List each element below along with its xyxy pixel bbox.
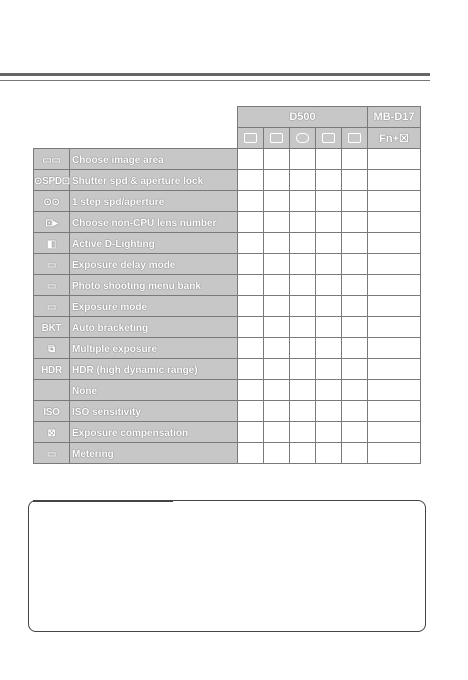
table-cell bbox=[264, 275, 290, 296]
table-cell bbox=[342, 296, 368, 317]
row-label-cell bbox=[70, 275, 238, 296]
d500-header: D500 bbox=[238, 107, 368, 128]
table-row bbox=[34, 401, 421, 422]
table-cell bbox=[264, 170, 290, 191]
table-cell bbox=[290, 296, 316, 317]
table-cell bbox=[342, 359, 368, 380]
table-cell bbox=[342, 170, 368, 191]
row-label-cell bbox=[70, 317, 238, 338]
table-cell bbox=[342, 191, 368, 212]
table-cell bbox=[264, 317, 290, 338]
header-rule-thin bbox=[0, 80, 430, 81]
table-cell bbox=[290, 401, 316, 422]
row-label: 1 step spd/aperture bbox=[72, 197, 165, 208]
row-icon-cell bbox=[34, 380, 70, 401]
table-cell bbox=[316, 443, 342, 464]
row-icon: ⊙SPD⊡ bbox=[34, 176, 70, 187]
table-cell bbox=[316, 254, 342, 275]
table-cell bbox=[264, 401, 290, 422]
row-label-cell bbox=[70, 296, 238, 317]
table-cell bbox=[290, 338, 316, 359]
table-cell bbox=[238, 422, 264, 443]
row-icon: ▭ bbox=[46, 449, 57, 460]
table-cell bbox=[316, 191, 342, 212]
table-row bbox=[34, 212, 421, 233]
row-label-cell bbox=[70, 359, 238, 380]
table-cell bbox=[316, 233, 342, 254]
table-cell bbox=[368, 149, 421, 170]
row-icon: ⊡▸ bbox=[45, 218, 58, 229]
row-icon-cell bbox=[34, 317, 70, 338]
mb-d17-header: MB-D17 bbox=[368, 107, 421, 128]
row-label-cell bbox=[70, 254, 238, 275]
table-cell bbox=[316, 212, 342, 233]
row-icon-cell bbox=[34, 338, 70, 359]
table-cell bbox=[316, 338, 342, 359]
row-label-cell bbox=[70, 170, 238, 191]
table-cell bbox=[342, 254, 368, 275]
row-icon: ISO bbox=[43, 407, 60, 418]
row-icon: ◧ bbox=[46, 239, 57, 250]
table-cell bbox=[368, 212, 421, 233]
row-label: HDR (high dynamic range) bbox=[72, 365, 198, 376]
table-cell bbox=[290, 443, 316, 464]
table-cell bbox=[316, 317, 342, 338]
row-icon: ▭▭ bbox=[42, 155, 61, 166]
live-view-icon bbox=[296, 133, 309, 143]
table-cell bbox=[238, 149, 264, 170]
row-label: Metering bbox=[72, 449, 114, 460]
table-cell bbox=[238, 254, 264, 275]
table-cell bbox=[238, 380, 264, 401]
lens-icon-cell bbox=[316, 128, 342, 149]
mode-header-row bbox=[34, 128, 421, 149]
row-label-cell bbox=[70, 149, 238, 170]
mb-fn-header: Fn+☒ bbox=[368, 128, 421, 149]
row-label: Exposure compensation bbox=[72, 428, 189, 439]
table-cell bbox=[290, 191, 316, 212]
table-cell bbox=[342, 275, 368, 296]
table-row bbox=[34, 254, 421, 275]
row-icon: ▭ bbox=[46, 260, 57, 271]
table-cell bbox=[290, 233, 316, 254]
row-label: Exposure mode bbox=[72, 302, 148, 313]
header-rule-thick bbox=[0, 73, 430, 76]
row-icon: ▭ bbox=[46, 281, 57, 292]
table-cell bbox=[342, 401, 368, 422]
row-label: ISO sensitivity bbox=[72, 407, 141, 418]
row-label: Photo shooting menu bank bbox=[72, 281, 201, 292]
table-cell bbox=[264, 422, 290, 443]
photo-mode-icon bbox=[244, 133, 257, 143]
row-label-cell bbox=[70, 380, 238, 401]
table-cell bbox=[368, 275, 421, 296]
table-cell bbox=[316, 149, 342, 170]
table-cell bbox=[264, 380, 290, 401]
table-cell bbox=[368, 359, 421, 380]
table-cell bbox=[316, 401, 342, 422]
row-icon: HDR bbox=[41, 365, 62, 376]
group-header-row bbox=[34, 107, 421, 128]
table-cell bbox=[368, 170, 421, 191]
row-icon-cell bbox=[34, 275, 70, 296]
table-row bbox=[34, 359, 421, 380]
row-label-cell bbox=[70, 401, 238, 422]
row-label: Choose image area bbox=[72, 155, 164, 166]
table-cell bbox=[342, 422, 368, 443]
table-cell bbox=[264, 296, 290, 317]
table-row bbox=[34, 296, 421, 317]
row-icon-cell bbox=[34, 359, 70, 380]
table-cell bbox=[238, 296, 264, 317]
table-cell bbox=[316, 380, 342, 401]
table-cell bbox=[238, 275, 264, 296]
table-cell bbox=[238, 191, 264, 212]
table-cell bbox=[290, 254, 316, 275]
table-row bbox=[34, 380, 421, 401]
table-cell bbox=[238, 338, 264, 359]
table-cell bbox=[342, 212, 368, 233]
table-row bbox=[34, 338, 421, 359]
table-cell bbox=[290, 170, 316, 191]
table-cell bbox=[342, 338, 368, 359]
table-cell bbox=[316, 422, 342, 443]
row-icon-cell bbox=[34, 212, 70, 233]
table-cell bbox=[316, 359, 342, 380]
table-cell bbox=[316, 296, 342, 317]
note-box bbox=[28, 500, 426, 632]
table-cell bbox=[342, 380, 368, 401]
row-label-cell bbox=[70, 233, 238, 254]
table-cell bbox=[238, 233, 264, 254]
table-cell bbox=[368, 191, 421, 212]
table-cell bbox=[342, 233, 368, 254]
table-cell bbox=[264, 191, 290, 212]
photo-mode-icon-cell bbox=[238, 128, 264, 149]
lens-icon bbox=[322, 133, 335, 143]
table-cell bbox=[368, 317, 421, 338]
note-box-tab bbox=[33, 500, 173, 502]
table-cell bbox=[238, 212, 264, 233]
table-cell bbox=[290, 422, 316, 443]
table-cell bbox=[264, 212, 290, 233]
table-cell bbox=[368, 338, 421, 359]
table-cell bbox=[368, 401, 421, 422]
table-cell bbox=[264, 233, 290, 254]
flash-icon-cell bbox=[342, 128, 368, 149]
row-label: Auto bracketing bbox=[72, 323, 149, 334]
table-cell bbox=[264, 338, 290, 359]
table-cell bbox=[368, 254, 421, 275]
row-icon-cell bbox=[34, 191, 70, 212]
row-icon-cell bbox=[34, 296, 70, 317]
table-cell bbox=[290, 380, 316, 401]
table-cell bbox=[316, 275, 342, 296]
table-cell bbox=[238, 359, 264, 380]
table-cell bbox=[264, 149, 290, 170]
table-cell bbox=[290, 212, 316, 233]
row-label-cell bbox=[70, 191, 238, 212]
row-icon: ⊠ bbox=[47, 428, 56, 439]
table-row bbox=[34, 275, 421, 296]
table-cell bbox=[368, 296, 421, 317]
row-label: None bbox=[72, 386, 97, 397]
flash-icon bbox=[348, 133, 361, 143]
table-cell bbox=[342, 149, 368, 170]
table-row bbox=[34, 443, 421, 464]
table-row bbox=[34, 149, 421, 170]
table-cell bbox=[368, 443, 421, 464]
table-row bbox=[34, 422, 421, 443]
row-label: Active D-Lighting bbox=[72, 239, 155, 250]
row-label-cell bbox=[70, 212, 238, 233]
table-cell bbox=[316, 170, 342, 191]
row-icon: ⊙⊙ bbox=[43, 197, 60, 208]
movie-mode-icon bbox=[270, 133, 283, 143]
table-row bbox=[34, 191, 421, 212]
row-icon-cell bbox=[34, 401, 70, 422]
control-assignment-table bbox=[33, 106, 421, 464]
row-icon-cell bbox=[34, 422, 70, 443]
table-row bbox=[34, 170, 421, 191]
table-cell bbox=[264, 359, 290, 380]
row-icon-cell bbox=[34, 233, 70, 254]
row-icon: ⧉ bbox=[48, 344, 55, 355]
table-cell bbox=[342, 317, 368, 338]
table-cell bbox=[264, 443, 290, 464]
table-cell bbox=[238, 401, 264, 422]
table-cell bbox=[368, 380, 421, 401]
row-label: Choose non-CPU lens number bbox=[72, 218, 217, 229]
live-view-icon-cell bbox=[290, 128, 316, 149]
table-cell bbox=[368, 422, 421, 443]
table-cell bbox=[290, 275, 316, 296]
row-icon-cell bbox=[34, 170, 70, 191]
table-cell bbox=[368, 233, 421, 254]
row-label-cell bbox=[70, 443, 238, 464]
row-icon-cell bbox=[34, 254, 70, 275]
table-cell bbox=[238, 170, 264, 191]
row-label-cell bbox=[70, 338, 238, 359]
table-row bbox=[34, 233, 421, 254]
table-cell bbox=[290, 149, 316, 170]
row-icon-cell bbox=[34, 149, 70, 170]
row-label-cell bbox=[70, 422, 238, 443]
movie-mode-icon-cell bbox=[264, 128, 290, 149]
table-cell bbox=[238, 317, 264, 338]
row-icon: BKT bbox=[41, 323, 62, 334]
table-cell bbox=[342, 443, 368, 464]
table-cell bbox=[238, 443, 264, 464]
table-cell bbox=[290, 317, 316, 338]
row-label: Exposure delay mode bbox=[72, 260, 176, 271]
row-icon-cell bbox=[34, 443, 70, 464]
table-cell bbox=[264, 254, 290, 275]
table-cell bbox=[290, 359, 316, 380]
row-label: Multiple exposure bbox=[72, 344, 158, 355]
table-row bbox=[34, 317, 421, 338]
row-label: Shutter spd & aperture lock bbox=[72, 176, 204, 187]
row-icon: ▭ bbox=[46, 302, 57, 313]
